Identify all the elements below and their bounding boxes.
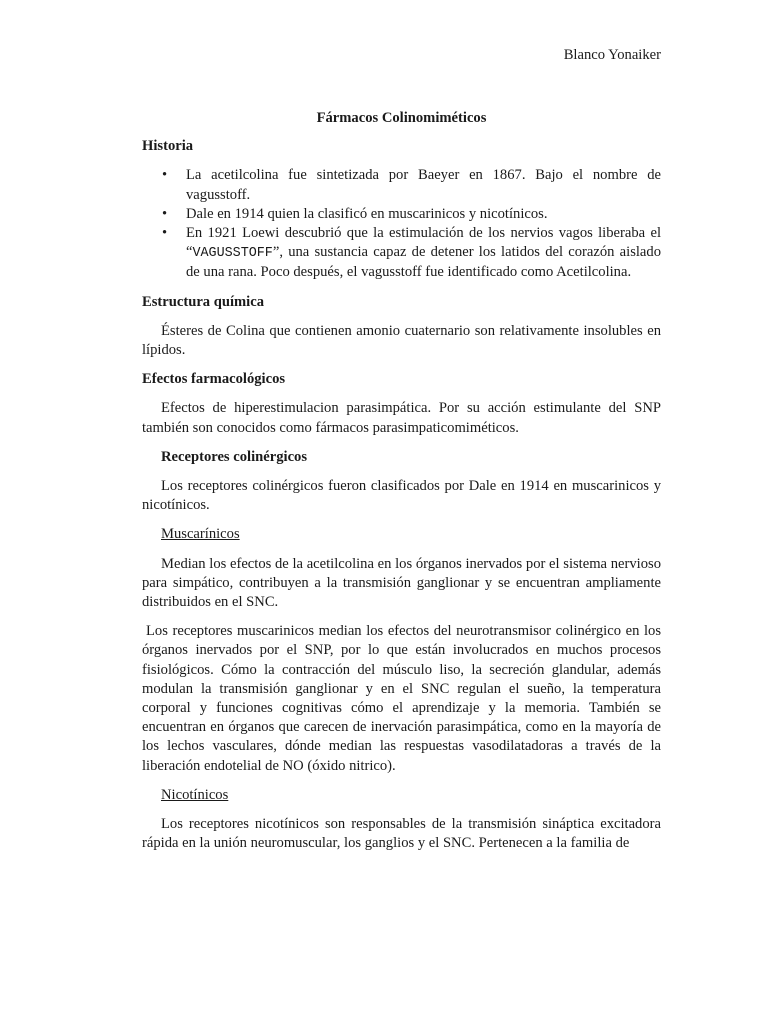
- paragraph-muscarinicos-1: Median los efectos de la acetilcolina en los órganos inervados por el sistema nervioso para simpático, contribuyen a la transmisión ganglionar y se encuentran ampliamente distribuidos en el SNC.: [142, 555, 661, 611]
- bullet-icon: •: [162, 205, 168, 222]
- list-item: [142, 205, 661, 224]
- heading-muscarinicos: Muscarínicos: [161, 526, 240, 543]
- bullet-icon: •: [162, 225, 168, 242]
- paragraph-muscarinicos-2: Los receptores muscarinicos median los efectos del neurotransmisor colinérgico en los órganos inervados por el SNP, por lo que están involucrados en muchos procesos fisiológicos. Cómo la contracción del músculo liso, la secreción glandular, además modulan la transmisión ganglionar y en el SNC regulan el sueño, la temperatura corporal y funciones cognitivas cómo el aprendizaje y la memoria. También se encuentran en órganos que carecen de inervación parasimpática, como en la mayoría de los lechos vasculares, dónde median las respuestas vasodilatadoras a través de la liberación endotelial de NO (óxido nitrico).: [142, 623, 661, 774]
- heading-efectos: Efectos farmacológicos: [142, 371, 286, 388]
- list-item-text: Dale en 1914 quien la clasificó en muscarinicos y nicotínicos.: [186, 205, 548, 222]
- list-item: [142, 166, 661, 204]
- document-title: Fármacos Colinomiméticos: [316, 110, 487, 126]
- list-item-text-start: En 1921 Loewi descubrió que la estimulación de los nervios vagos liberaba el “: [186, 225, 661, 261]
- heading-historia: Historia: [142, 138, 194, 155]
- vagusstoff-term: VAGUSSTOFF: [192, 246, 273, 262]
- list-item-text: La acetilcolina fue sintetizada por Baeyer en 1867. Bajo el nombre de vagusstoff.: [186, 167, 661, 203]
- paragraph-estructura: Ésteres de Colina que contienen amonio cuaternario son relativamente insolubles en lípidos.: [142, 322, 661, 359]
- document-body: [142, 109, 661, 864]
- heading-nicotinicos: Nicotínicos: [161, 786, 229, 803]
- paragraph-efectos: Efectos de hiperestimulacion parasimpática. Por su acción estimulante del SNP también son conocidos como fármacos parasimpaticomiméticos.: [142, 400, 661, 436]
- bullet-icon: •: [162, 167, 168, 184]
- paragraph-nicotinicos-1: Los receptores nicotínicos son responsables de la transmisión sináptica excitadora rápida en la unión neuromuscular, los ganglios y el SNC. Pertenecen a la familia de: [142, 816, 661, 852]
- author-header: Blanco Yonaiker: [563, 47, 661, 63]
- heading-estructura: Estructura química: [142, 293, 265, 310]
- paragraph-receptores: Los receptores colinérgicos fueron clasificados por Dale en 1914 en muscarinicos y nicotínicos.: [142, 478, 661, 514]
- historia-list: [142, 166, 661, 282]
- list-item-text-end: ”, una sustancia capaz de detener los latidos del corazón aislado de una rana. Poco después, el vagusstoff fue identificado como Acetilcolina.: [186, 244, 661, 281]
- list-item: [142, 224, 661, 283]
- heading-receptores: Receptores colinérgicos: [161, 448, 308, 465]
